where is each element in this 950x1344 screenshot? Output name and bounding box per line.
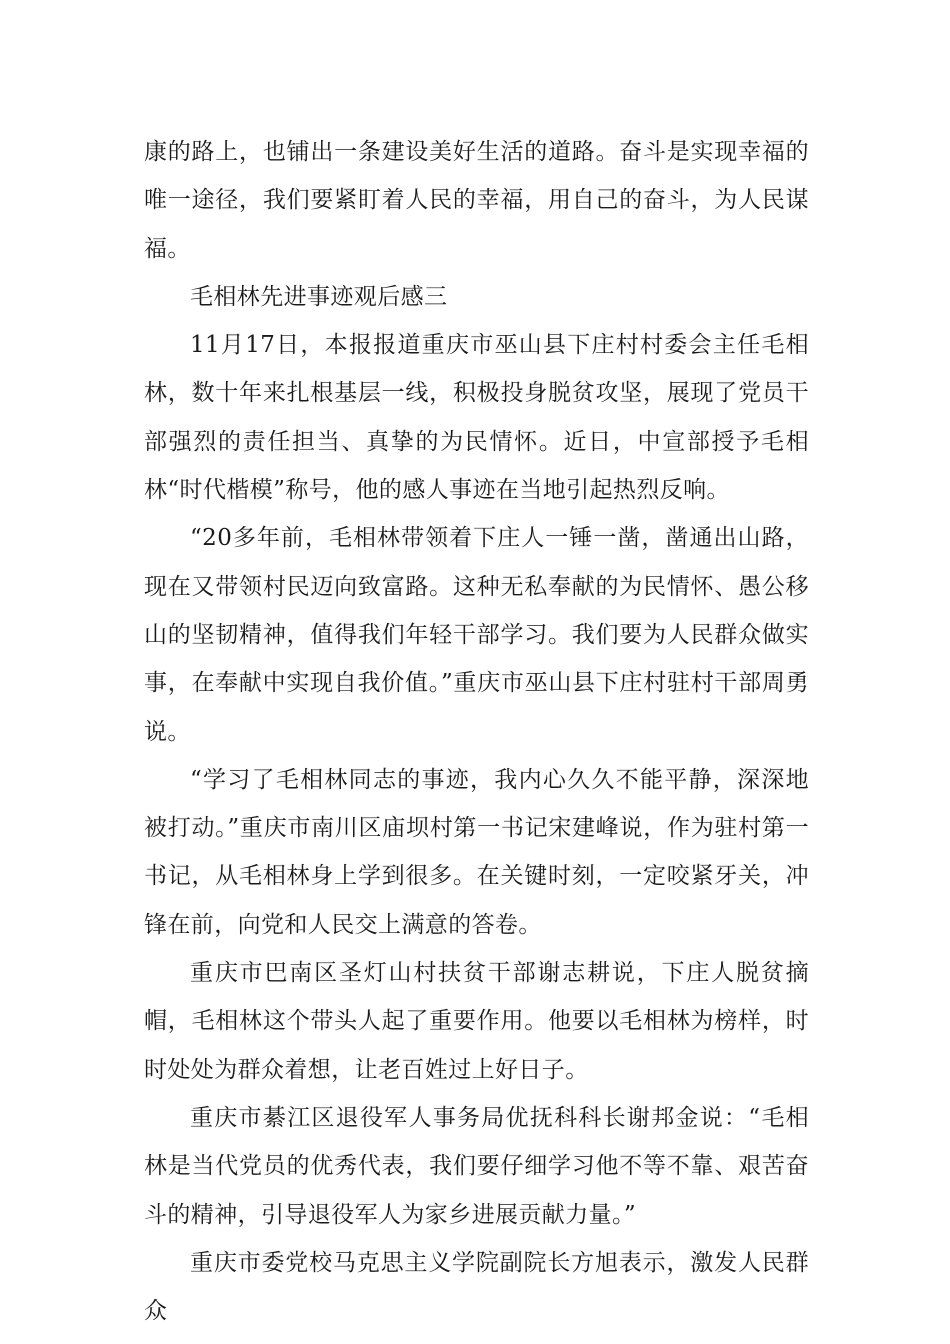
paragraph: 重庆市巴南区圣灯山村扶贫干部谢志耕说，下庄人脱贫摘帽，毛相林这个带头人起了重要作用。他要以毛相林为榜样，时时处处为群众着想，让老百姓过上好日子。: [144, 960, 809, 1083]
paragraph: 重庆市委党校马克思主义学院副院长方旭表示，激发人民群众: [144, 1249, 809, 1325]
document-body: [144, 128, 809, 1335]
paragraph: “20多年前，毛相林带领着下庄人一锤一凿，凿通出山路，现在又带领村民迈向致富路。这种无私奉献的为民情怀、愚公移山的坚韧精神，值得我们年轻干部学习。我们要为人民群众做实事，在奉献中实现自我价值。”重庆市巫山县下庄村驻村干部周勇说。: [144, 525, 809, 745]
section-heading: 毛相林先进事迹观后感三: [190, 283, 448, 310]
paragraph: 11月17日，本报报道重庆市巫山县下庄村村委会主任毛相林，数十年来扎根基层一线，积极投身脱贫攻坚，展现了党员干部强烈的责任担当、真挚的为民情怀。近日，中宣部授予毛相林“时代楷模”称号，他的感人事迹在当地引起热烈反响。: [144, 332, 809, 504]
paragraph: 重庆市綦江区退役军人事务局优抚科科长谢邦金说：“毛相林是当代党员的优秀代表，我们要仔细学习他不等不靠、艰苦奋斗的精神，引导退役军人为家乡进展贡献力量。”: [144, 1104, 809, 1228]
paragraph-continuation: 康的路上，也铺出一条建设美好生活的道路。奋斗是实现幸福的唯一途径，我们要紧盯着人民的幸福，用自己的奋斗，为人民谋福。: [144, 139, 809, 262]
paragraph: “学习了毛相林同志的事迹，我内心久久不能平静，深深地被打动。”重庆市南川区庙坝村第一书记宋建峰说，作为驻村第一书记，从毛相林身上学到很多。在关键时刻，一定咬紧牙关，冲锋在前，向党和人民交上满意的答卷。: [144, 766, 809, 938]
